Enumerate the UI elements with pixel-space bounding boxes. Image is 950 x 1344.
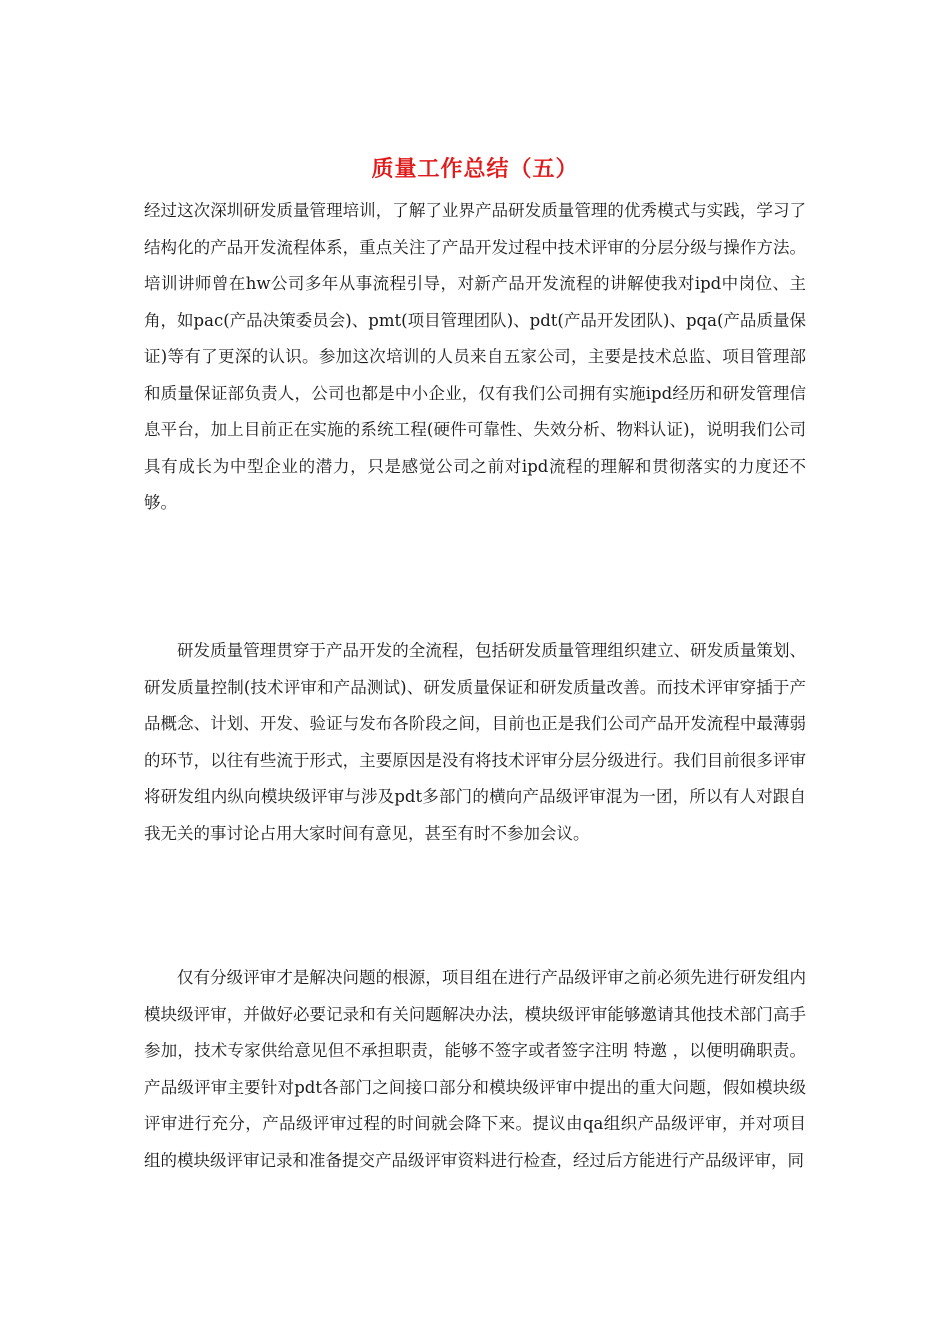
- paragraph-1: 经过这次深圳研发质量管理培训，了解了业界产品研发质量管理的优秀模式与实践，学习了结构化的产品开发流程体系，重点关注了产品开发过程中技术评审的分层分级与操作方法。培训讲师曾在hw公司多年从事流程引导，对新产品开发流程的讲解使我对ipd中岗位、主角，如pac(产品决策委员会)、pmt(项目管理团队)、pdt(产品开发团队)、pqa(产品质量保证)等有了更深的认识。参加这次培训的人员来自五家公司，主要是技术总监、项目管理部和质量保证部负责人，公司也都是中小企业，仅有我们公司拥有实施ipd经历和研发管理信息平台，加上目前正在实施的系统工程(硬件可靠性、失效分析、物料认证)，说明我们公司具有成长为中型企业的潜力，只是感觉公司之前对ipd流程的理解和贯彻落实的力度还不够。: [144, 201, 806, 512]
- paragraph-3: 仅有分级评审才是解决问题的根源，项目组在进行产品级评审之前必须先进行研发组内模块级评审，并做好必要记录和有关问题解决办法，模块级评审能够邀请其他技术部门高手参加，技术专家供给意见但不承担职责，能够不签字或者签字注明 特邀 ，以便明确职责。产品级评审主要针对pdt各部门之间接口部分和模块级评审中提出的重大问题，假如模块级评审进行充分，产品级评审过程的时间就会降下来。提议由qa组织产品级评审，并对项目组的模块级评审记录和准备提交产品级评审资料进行检查，经过后方能进行产品级评审，同: [144, 968, 806, 1170]
- paragraph-2: 研发质量管理贯穿于产品开发的全流程，包括研发质量管理组织建立、研发质量策划、研发质量控制(技术评审和产品测试)、研发质量保证和研发质量改善。而技术评审穿插于产品概念、计划、开发、验证与发布各阶段之间，目前也正是我们公司产品开发流程中最薄弱的环节，以往有些流于形式，主要原因是没有将技术评审分层分级进行。我们目前很多评审将研发组内纵向模块级评审与涉及pdt多部门的横向产品级评审混为一团，所以有人对跟自我无关的事讨论占用大家时间有意见，甚至有时不参加会议。: [144, 641, 806, 843]
- document-title: 质量工作总结（五）: [371, 157, 579, 182]
